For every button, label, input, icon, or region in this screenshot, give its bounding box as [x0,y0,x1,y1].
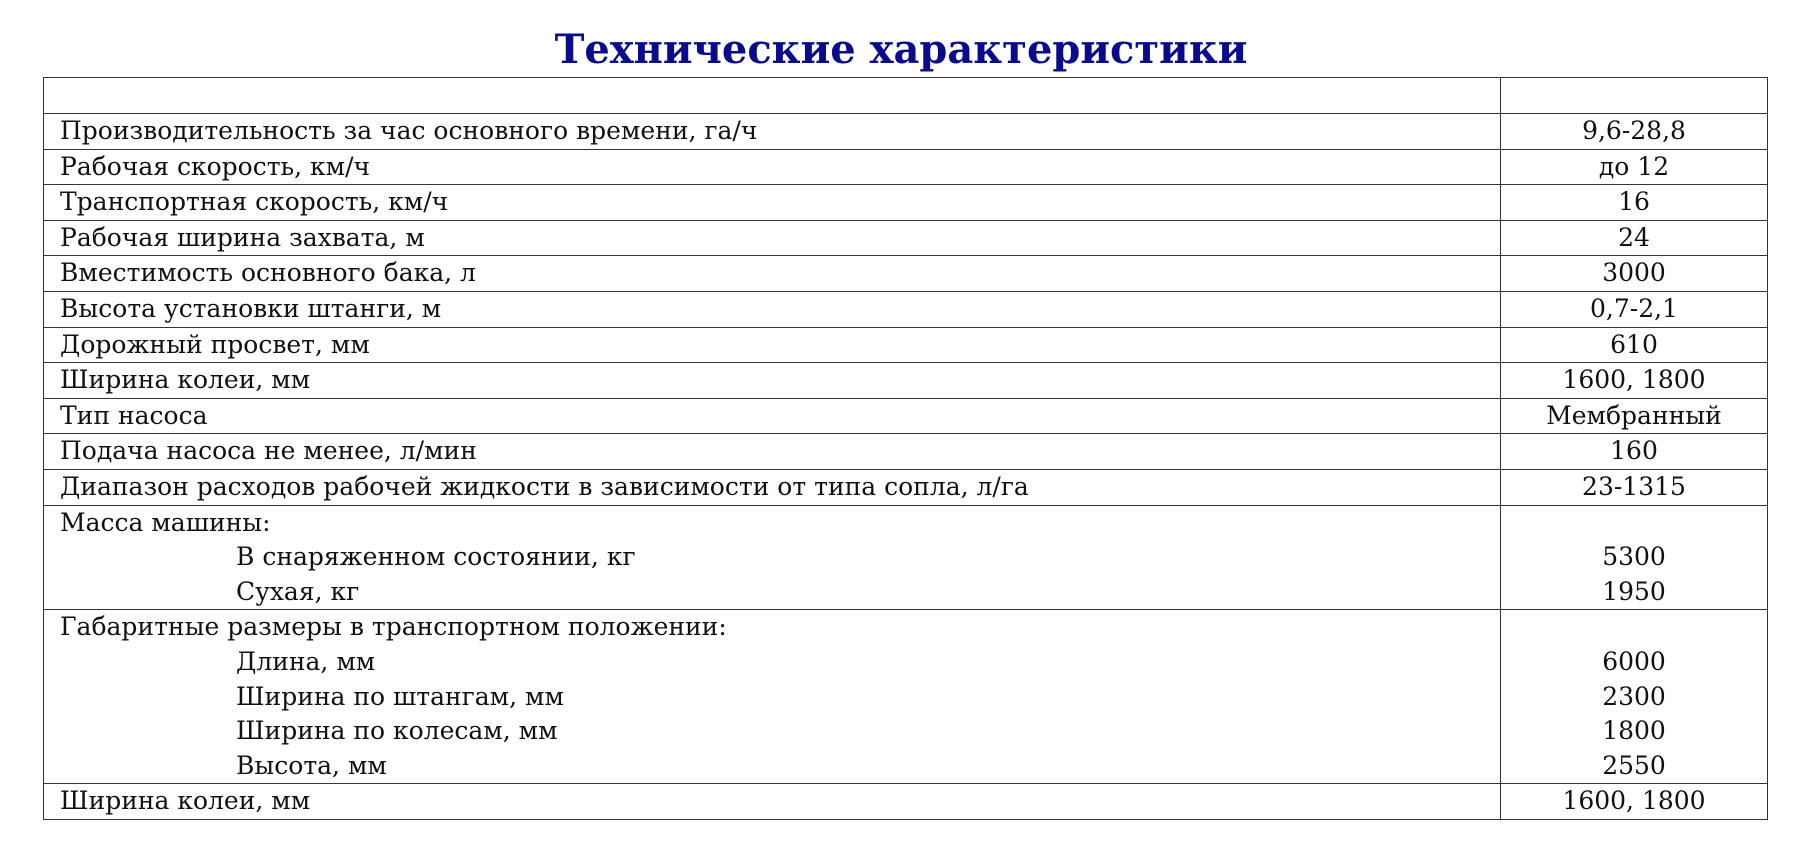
table-row [44,363,1768,399]
spec-value: 23-1315 [1501,469,1768,505]
spec-value: 9,6-28,8 [1501,114,1768,150]
dimensions-item-value: 6000 [1602,646,1666,676]
mass-item-name: В снаряженном состоянии, кг [236,542,636,572]
dimensions-group-names [44,610,1501,784]
dimensions-item-value: 2300 [1602,681,1666,711]
spec-name: Производительность за час основного времени, га/ч [44,114,1501,150]
spec-name: Дорожный просвет, мм [44,327,1501,363]
table-row [44,434,1768,470]
mass-group-label: Масса машины: [60,507,271,537]
spec-value: 160 [1501,434,1768,470]
spec-name: Ширина колеи, мм [44,363,1501,399]
table-header-row [44,78,1768,114]
dimensions-item-name: Длина, мм [236,646,376,676]
spec-name: Вместимость основного бака, л [44,256,1501,292]
dimensions-item-value: 1800 [1602,716,1666,746]
spec-name: Подача насоса не менее, л/мин [44,434,1501,470]
spec-name: Диапазон расходов рабочей жидкости в зависимости от типа сопла, л/га [44,469,1501,505]
dimensions-item-value: 2550 [1602,750,1666,780]
dimensions-item-name: Высота, мм [236,750,387,780]
spec-name: Рабочая ширина захвата, м [44,220,1501,256]
mass-group-names [44,505,1501,610]
page-title: Технические характеристики [554,26,1248,73]
table-row [44,185,1768,221]
dimensions-item-name: Ширина по штангам, мм [236,681,564,711]
spec-value: 0,7-2,1 [1501,291,1768,327]
table-row [44,398,1768,434]
table-row [44,220,1768,256]
dimensions-group-row [44,610,1768,784]
spec-name: Ширина колеи, мм [44,784,1501,820]
spec-value: до 12 [1501,149,1768,185]
table-row [44,291,1768,327]
dimensions-group-values [1501,610,1768,784]
spec-value: 1600, 1800 [1501,784,1768,820]
mass-group-row [44,505,1768,610]
spec-name: Высота установки штанги, м [44,291,1501,327]
mass-item-name: Сухая, кг [236,576,360,606]
dimensions-label-spacer [1501,610,1767,645]
spec-table [43,77,1768,820]
spec-value: 24 [1501,220,1768,256]
mass-item-value: 5300 [1602,542,1666,572]
table-row [44,256,1768,292]
spec-value: 610 [1501,327,1768,363]
empty-header-cell [1501,78,1768,114]
dimensions-item-name: Ширина по колесам, мм [236,716,558,746]
mass-label-spacer [1501,506,1767,541]
table-row [44,469,1768,505]
spec-name: Тип насоса [44,398,1501,434]
table-row [44,327,1768,363]
spec-value: 1600, 1800 [1501,363,1768,399]
spec-name: Транспортная скорость, км/ч [44,185,1501,221]
table-row [44,784,1768,820]
table-row [44,114,1768,150]
table-row [44,149,1768,185]
dimensions-group-label: Габаритные размеры в транспортном положении: [60,612,727,642]
mass-item-value: 1950 [1602,576,1666,606]
spec-value: 16 [1501,185,1768,221]
spec-value: Мембранный [1501,398,1768,434]
mass-group-values [1501,505,1768,610]
spec-value: 3000 [1501,256,1768,292]
spec-name: Рабочая скорость, км/ч [44,149,1501,185]
empty-header-cell [44,78,1501,114]
